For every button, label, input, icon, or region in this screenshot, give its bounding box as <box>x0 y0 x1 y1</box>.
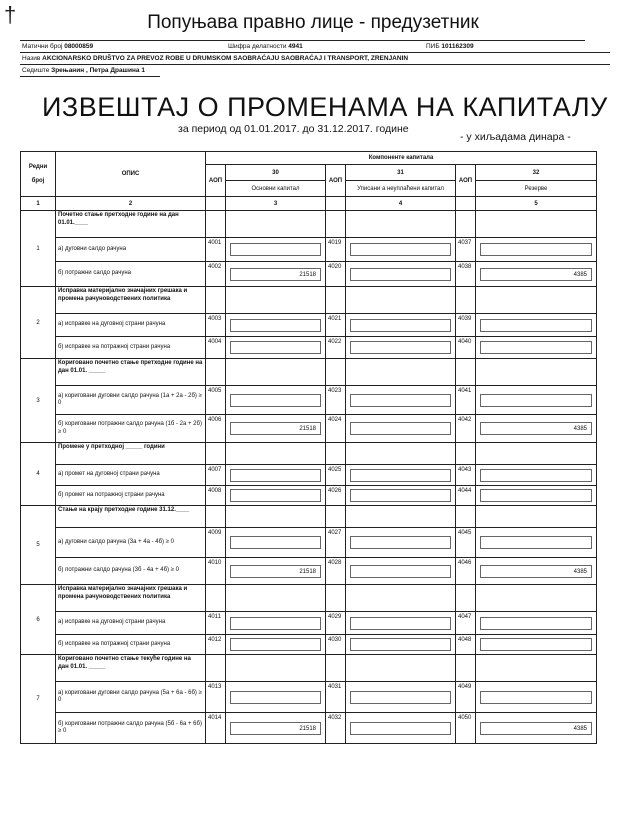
blank-cell <box>206 211 226 238</box>
value-cell <box>476 682 597 713</box>
data-row <box>21 465 597 486</box>
group-title-row <box>21 287 597 314</box>
group-title: Исправка материјално значајних грешака и промена рачуноводствених политика <box>56 585 206 612</box>
row-description: б) исправке на потражној страни рачуна <box>56 337 206 359</box>
value-field[interactable]: 4385 <box>480 722 592 735</box>
data-row <box>21 558 597 585</box>
col-code-31: 31 <box>346 165 456 181</box>
value-cell <box>476 486 597 506</box>
blank-cell <box>206 585 226 612</box>
value-cell <box>226 465 326 486</box>
row-description: а) исправке на дуговној страни рачуна <box>56 612 206 635</box>
value-field[interactable]: 4385 <box>480 268 592 281</box>
report-title: ИЗВЕШТАЈ О ПРОМЕНАМА НА КАПИТАЛУ <box>42 92 608 122</box>
blank-cell <box>476 211 597 238</box>
value-field[interactable]: 21518 <box>230 565 321 578</box>
data-row <box>21 528 597 558</box>
value-cell <box>346 612 456 635</box>
aop-code: 4042 <box>456 415 476 443</box>
aop-code: 4022 <box>326 337 346 359</box>
value-cell <box>346 528 456 558</box>
value-cell <box>226 486 326 506</box>
aop-code: 4030 <box>326 635 346 655</box>
value-cell <box>226 635 326 655</box>
blank-cell <box>456 287 476 314</box>
blank-cell <box>346 655 456 682</box>
value-cell <box>476 558 597 585</box>
blank-cell <box>346 359 456 386</box>
value-cell <box>476 713 597 744</box>
header-redni-broj: Редни број <box>21 152 56 197</box>
pib-field: ПИБ 101162309 <box>426 43 474 50</box>
aop-code: 4024 <box>326 415 346 443</box>
blank-cell <box>226 443 326 465</box>
value-field[interactable] <box>230 617 321 630</box>
group-title: Промене у претходној _____ години <box>56 443 206 465</box>
form-title: Попуњава правно лице - предузетник <box>147 12 479 33</box>
data-row <box>21 262 597 287</box>
corner-mark: † <box>4 2 17 27</box>
value-field[interactable]: 21518 <box>230 422 321 435</box>
aop-code: 4021 <box>326 314 346 337</box>
value-field[interactable] <box>230 536 321 549</box>
blank-cell <box>456 443 476 465</box>
colnum-3: 3 <box>226 197 326 211</box>
data-row <box>21 337 597 359</box>
col-name-31: Уписани а неуплаћени капитал <box>346 181 456 197</box>
value-field[interactable] <box>230 638 321 651</box>
colnum-2: 2 <box>56 197 206 211</box>
aop-code: 4031 <box>326 682 346 713</box>
blank-cell <box>476 655 597 682</box>
value-field[interactable] <box>350 422 451 435</box>
row-description: а) кориговани дуговни салдо рачуна (5а + 6а - 6б) ≥ 0 <box>56 682 206 713</box>
value-cell <box>226 528 326 558</box>
value-cell <box>226 682 326 713</box>
aop-code: 4010 <box>206 558 226 585</box>
header-aop: АОП <box>206 165 226 197</box>
value-field[interactable] <box>350 394 451 407</box>
aop-code: 4044 <box>456 486 476 506</box>
value-field[interactable] <box>480 617 592 630</box>
value-cell <box>346 465 456 486</box>
blank-cell <box>346 585 456 612</box>
value-field[interactable] <box>350 565 451 578</box>
row-description: б) кориговани потражни салдо рачуна (1б - 2а + 2б) ≥ 0 <box>56 415 206 443</box>
aop-code: 4019 <box>326 238 346 262</box>
value-field[interactable] <box>350 469 451 482</box>
value-field[interactable]: 21518 <box>230 722 321 735</box>
value-field[interactable] <box>480 638 592 651</box>
blank-cell <box>326 359 346 386</box>
value-field[interactable] <box>480 341 592 354</box>
blank-cell <box>206 443 226 465</box>
group-title-row <box>21 443 597 465</box>
group-number: 2 <box>21 287 56 359</box>
value-field[interactable]: 21518 <box>230 268 321 281</box>
group-number: 3 <box>21 359 56 443</box>
row-description: а) исправке на дуговној страни рачуна <box>56 314 206 337</box>
row-description: б) кориговани потражни салдо рачуна (5б - 6а + 6б) ≥ 0 <box>56 713 206 744</box>
blank-cell <box>456 506 476 528</box>
aop-code: 4012 <box>206 635 226 655</box>
value-cell <box>226 262 326 287</box>
name-field: Назив AKCIONARSKO DRUŠTVO ZA PREVOZ ROBE U DRUMSKOM SAOBRAĆAJU SAOBRAĆAJ I TRANSPORT, ZRENJANIN <box>22 55 409 62</box>
blank-cell <box>226 506 326 528</box>
blank-cell <box>476 585 597 612</box>
value-cell <box>346 314 456 337</box>
aop-code: 4048 <box>456 635 476 655</box>
value-cell <box>346 486 456 506</box>
header-aop: АОП <box>326 165 346 197</box>
value-cell <box>476 238 597 262</box>
value-cell <box>346 635 456 655</box>
value-cell <box>476 635 597 655</box>
value-field[interactable] <box>230 489 321 502</box>
value-cell <box>346 262 456 287</box>
data-row <box>21 713 597 744</box>
aop-code: 4013 <box>206 682 226 713</box>
value-field[interactable]: 4385 <box>480 565 592 578</box>
value-cell <box>346 238 456 262</box>
group-number: 6 <box>21 585 56 655</box>
value-field[interactable] <box>350 691 451 704</box>
value-field[interactable]: 4385 <box>480 422 592 435</box>
value-field[interactable] <box>230 243 321 256</box>
value-field[interactable] <box>230 319 321 332</box>
aop-code: 4001 <box>206 238 226 262</box>
data-row <box>21 486 597 506</box>
aop-code: 4043 <box>456 465 476 486</box>
blank-cell <box>456 359 476 386</box>
value-field[interactable] <box>350 617 451 630</box>
value-cell <box>476 465 597 486</box>
aop-code: 4007 <box>206 465 226 486</box>
report-period: за период од 01.01.2017. до 31.12.2017. године <box>178 123 409 135</box>
data-row <box>21 314 597 337</box>
blank-cell <box>456 585 476 612</box>
data-row <box>21 238 597 262</box>
aop-code: 4026 <box>326 486 346 506</box>
data-row <box>21 415 597 443</box>
seat-field: Седиште Зрењанин , Петра Драшина 1 <box>22 67 145 74</box>
aop-code: 4008 <box>206 486 226 506</box>
aop-code: 4032 <box>326 713 346 744</box>
value-cell <box>476 337 597 359</box>
group-title-row <box>21 585 597 612</box>
aop-code: 4023 <box>326 386 346 415</box>
value-field[interactable] <box>480 469 592 482</box>
aop-code: 4028 <box>326 558 346 585</box>
mb-field: Матични број 08000859 <box>22 43 94 50</box>
row-description: б) потражни салдо рачуна <box>56 262 206 287</box>
aop-code: 4047 <box>456 612 476 635</box>
colnum-4: 4 <box>346 197 456 211</box>
value-field[interactable] <box>480 319 592 332</box>
aop-code: 4002 <box>206 262 226 287</box>
aop-code: 4050 <box>456 713 476 744</box>
blank-cell <box>206 359 226 386</box>
value-field[interactable] <box>350 536 451 549</box>
aop-code: 4005 <box>206 386 226 415</box>
value-field[interactable] <box>230 469 321 482</box>
colnum-5: 5 <box>476 197 597 211</box>
blank-cell <box>226 655 326 682</box>
aop-code: 4020 <box>326 262 346 287</box>
aop-code: 4040 <box>456 337 476 359</box>
header-aop: АОП <box>456 165 476 197</box>
row-description: а) дуговни салдо рачуна (3а + 4а - 4б) ≥ 0 <box>56 528 206 558</box>
value-field[interactable] <box>230 341 321 354</box>
aop-code: 4045 <box>456 528 476 558</box>
value-cell <box>226 314 326 337</box>
blank-cell <box>476 443 597 465</box>
value-field[interactable] <box>480 394 592 407</box>
data-row <box>21 386 597 415</box>
aop-code: 4041 <box>456 386 476 415</box>
blank-cell <box>226 359 326 386</box>
aop-code: 4038 <box>456 262 476 287</box>
row-description: б) потражни салдо рачуна (3б - 4а + 4б) ≥ 0 <box>56 558 206 585</box>
aop-code: 4029 <box>326 612 346 635</box>
header-components: Компоненте капитала <box>206 152 597 165</box>
value-field[interactable] <box>480 243 592 256</box>
data-row <box>21 612 597 635</box>
blank-cell <box>476 287 597 314</box>
row-description: б) промет на потражној страни рачуна <box>56 486 206 506</box>
value-cell <box>226 238 326 262</box>
value-cell <box>476 314 597 337</box>
group-title-row <box>21 359 597 386</box>
aop-code: 4046 <box>456 558 476 585</box>
value-cell <box>476 386 597 415</box>
value-cell <box>226 337 326 359</box>
activity-field: Шифра делатности 4941 <box>228 43 303 50</box>
blank-cell <box>476 506 597 528</box>
group-number: 5 <box>21 506 56 585</box>
group-number: 4 <box>21 443 56 506</box>
aop-code: 4014 <box>206 713 226 744</box>
group-title-row <box>21 211 597 238</box>
value-cell <box>346 337 456 359</box>
value-cell <box>346 415 456 443</box>
group-title: Стање на крају претходне године 31.12.____ <box>56 506 206 528</box>
value-cell <box>476 528 597 558</box>
value-field[interactable] <box>350 489 451 502</box>
blank-cell <box>456 211 476 238</box>
value-field[interactable] <box>350 268 451 281</box>
blank-cell <box>346 211 456 238</box>
blank-cell <box>326 287 346 314</box>
col-code-32: 32 <box>476 165 597 181</box>
aop-code: 4049 <box>456 682 476 713</box>
blank-cell <box>346 287 456 314</box>
blank-cell <box>326 443 346 465</box>
aop-code: 4003 <box>206 314 226 337</box>
value-cell <box>226 612 326 635</box>
aop-code: 4039 <box>456 314 476 337</box>
value-field[interactable] <box>230 394 321 407</box>
capital-changes-table <box>20 151 597 744</box>
value-cell <box>346 713 456 744</box>
value-field[interactable] <box>350 341 451 354</box>
group-title: Почетно стање претходне године на дан 01.01.____ <box>56 211 206 238</box>
blank-cell <box>226 585 326 612</box>
value-field[interactable] <box>480 691 592 704</box>
colnum-1: 1 <box>21 197 56 211</box>
blank-cell <box>326 655 346 682</box>
aop-code: 4004 <box>206 337 226 359</box>
value-field[interactable] <box>480 489 592 502</box>
group-title: Исправка материјално значајних грешака и промена рачуноводствених политика <box>56 287 206 314</box>
report-unit: - у хиљадама динара - <box>460 131 571 143</box>
col-name-30: Основни капитал <box>226 181 326 197</box>
blank-cell <box>346 443 456 465</box>
aop-code: 4027 <box>326 528 346 558</box>
group-title-row <box>21 506 597 528</box>
column-number-row <box>21 197 597 211</box>
col-name-32: Резерве <box>476 181 597 197</box>
aop-code: 4009 <box>206 528 226 558</box>
group-number: 7 <box>21 655 56 744</box>
value-field[interactable] <box>350 722 451 735</box>
value-cell <box>226 558 326 585</box>
blank-cell <box>346 506 456 528</box>
blank-cell <box>206 655 226 682</box>
value-cell <box>226 713 326 744</box>
value-field[interactable] <box>230 691 321 704</box>
row-description: а) кориговани дуговни салдо рачуна (1а + 2а - 2б) ≥ 0 <box>56 386 206 415</box>
aop-code: 4025 <box>326 465 346 486</box>
row-description: а) промет на дуговној страни рачуна <box>56 465 206 486</box>
group-number: 1 <box>21 211 56 287</box>
blank-cell <box>456 655 476 682</box>
value-cell <box>346 682 456 713</box>
value-field[interactable] <box>350 638 451 651</box>
blank-cell <box>206 287 226 314</box>
blank-cell <box>326 506 346 528</box>
aop-code: 4006 <box>206 415 226 443</box>
value-cell <box>476 612 597 635</box>
col-code-30: 30 <box>226 165 326 181</box>
group-title: Кориговано почетно стање текуће године на дан 01.01. _____ <box>56 655 206 682</box>
value-field[interactable] <box>480 536 592 549</box>
blank-cell <box>326 585 346 612</box>
value-cell <box>476 415 597 443</box>
aop-code: 4011 <box>206 612 226 635</box>
group-title: Кориговано почетно стање претходне године на дан 01.01. _____ <box>56 359 206 386</box>
value-cell <box>226 415 326 443</box>
blank-cell <box>226 287 326 314</box>
blank-cell <box>326 211 346 238</box>
value-field[interactable] <box>350 243 451 256</box>
value-cell <box>226 386 326 415</box>
blank-cell <box>226 211 326 238</box>
header-opis: ОПИС <box>56 152 206 197</box>
value-field[interactable] <box>350 319 451 332</box>
group-title-row <box>21 655 597 682</box>
row-description: б) исправке на потражној страни рачуна <box>56 635 206 655</box>
aop-code: 4037 <box>456 238 476 262</box>
value-cell <box>346 386 456 415</box>
blank-cell <box>476 359 597 386</box>
value-cell <box>346 558 456 585</box>
data-row <box>21 635 597 655</box>
row-description: а) дуговни салдо рачуна <box>56 238 206 262</box>
blank-cell <box>206 506 226 528</box>
value-cell <box>476 262 597 287</box>
data-row <box>21 682 597 713</box>
